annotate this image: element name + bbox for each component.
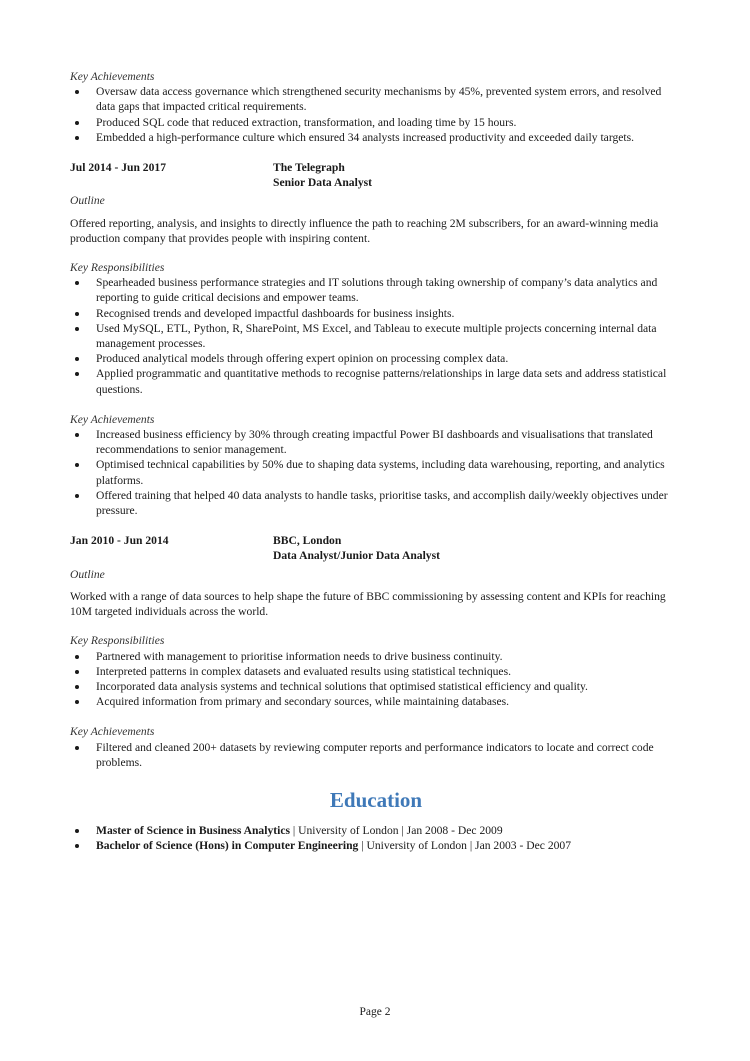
responsibilities-list — [70, 275, 682, 397]
list-item: Oversaw data access governance which strengthened security mechanisms by 45%, prevented system errors, and resolved data gaps that impacted critical requirements. — [70, 84, 682, 114]
degree-details: | University of London | Jan 2008 - Dec 2009 — [289, 823, 503, 837]
achievements-list — [70, 427, 682, 518]
section-title-education: Education — [329, 787, 423, 812]
achievements-list — [70, 84, 682, 145]
previous-job-achievements — [70, 69, 682, 145]
education-section — [70, 787, 682, 853]
job-title: Senior Data Analyst — [273, 176, 372, 190]
outline-text: Offered reporting, analysis, and insights to directly influence the path to reaching 2M subscribers, for an award-winning media production company that provides people with inspiring content. — [70, 216, 659, 245]
list-item: Partnered with management to prioritise information needs to drive business continuity. — [70, 649, 682, 664]
degree-details: | University of London | Jan 2003 - Dec 2007 — [358, 839, 572, 853]
job-header — [70, 160, 682, 190]
list-item: Produced SQL code that reduced extraction, transformation, and loading time by 15 hours. — [70, 115, 682, 130]
list-item: Optimised technical capabilities by 50% due to shaping data systems, including data warehousing, reporting, and analytics platforms. — [70, 457, 682, 487]
job-entry-telegraph — [70, 160, 682, 518]
list-item: Applied programmatic and quantitative methods to recognise patterns/relationships in large data sets and address statistical questions. — [70, 366, 682, 396]
job-title: Data Analyst/Junior Data Analyst — [273, 549, 440, 563]
education-item — [70, 838, 682, 853]
achievements-label: Key Achievements — [70, 725, 155, 739]
list-item: Filtered and cleaned 200+ datasets by reviewing computer reports and performance indicators to locate and correct code problems. — [70, 740, 682, 770]
education-list — [70, 823, 682, 853]
responsibilities-list — [70, 649, 682, 710]
job-dates: Jul 2014 - Jun 2017 — [70, 161, 166, 175]
job-entry-bbc — [70, 533, 682, 770]
degree-name: Master of Science in Business Analytics — [96, 823, 290, 837]
list-item: Spearheaded business performance strategies and IT solutions through taking ownership of company’s data analytics and reporting to guide critical decisions and empower teams. — [70, 275, 682, 305]
list-item: Interpreted patterns in complex datasets and evaluated results using statistical techniques. — [70, 664, 682, 679]
achievements-label: Key Achievements — [70, 412, 155, 426]
list-item: Embedded a high-performance culture which ensured 34 analysts increased productivity and exceeded daily targets. — [70, 130, 682, 145]
responsibilities-label: Key Responsibilities — [70, 634, 165, 648]
job-company: BBC, London — [273, 534, 342, 548]
outline-label: Outline — [70, 194, 105, 208]
education-item — [70, 823, 682, 838]
resume-content — [70, 69, 682, 853]
outline-label: Outline — [70, 567, 105, 581]
achievements-list — [70, 740, 682, 770]
list-item: Produced analytical models through offering expert opinion on processing complex data. — [70, 351, 682, 366]
page-number: Page 2 — [359, 1006, 391, 1018]
list-item: Incorporated data analysis systems and technical solutions that optimised statistical efficiency and quality. — [70, 679, 682, 694]
job-header — [70, 533, 682, 563]
list-item: Used MySQL, ETL, Python, R, SharePoint, MS Excel, and Tableau to execute multiple projects concerning internal data management processes. — [70, 321, 682, 351]
list-item: Recognised trends and developed impactful dashboards for business insights. — [70, 306, 682, 321]
outline-text: Worked with a range of data sources to help shape the future of BBC commissioning by assessing content and KPIs for reaching 10M targeted individuals across the world. — [70, 589, 666, 619]
achievements-label: Key Achievements — [70, 70, 155, 83]
responsibilities-label: Key Responsibilities — [70, 261, 165, 275]
list-item: Offered training that helped 40 data analysts to handle tasks, prioritise tasks, and accomplish daily/weekly objectives under pressure. — [70, 488, 682, 518]
list-item: Acquired information from primary and secondary sources, while maintaining databases. — [70, 694, 682, 709]
job-dates: Jan 2010 - Jun 2014 — [70, 534, 169, 548]
job-company: The Telegraph — [273, 161, 345, 175]
list-item: Increased business efficiency by 30% through creating impactful Power BI dashboards and visualisations that translated recommendations to senior management. — [70, 427, 682, 457]
degree-name: Bachelor of Science (Hons) in Computer Engineering — [96, 839, 359, 853]
